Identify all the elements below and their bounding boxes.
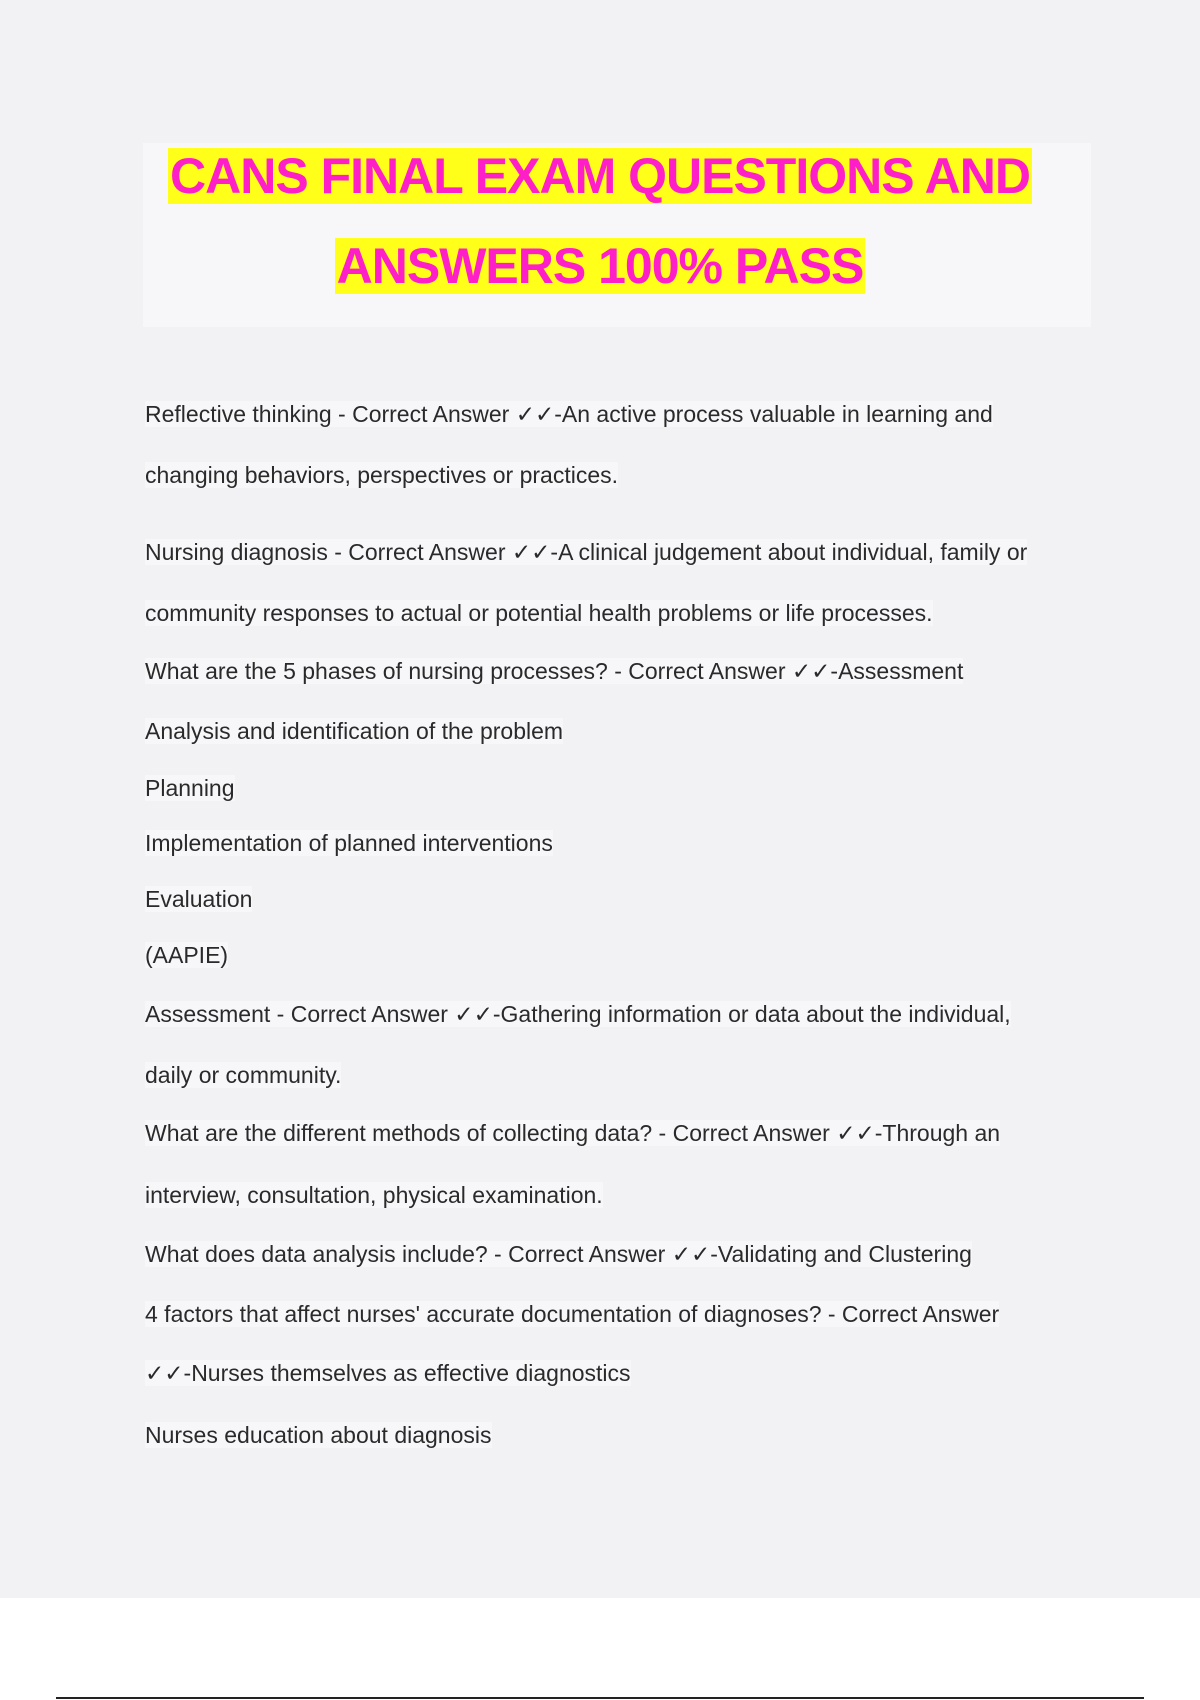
text-line: Nursing diagnosis - Correct Answer ✓✓-A clinical judgement about individual, family or	[145, 539, 1028, 565]
text-line: 4 factors that affect nurses' accurate documentation of diagnoses? - Correct Answer	[145, 1301, 1000, 1327]
text-line: Planning	[145, 775, 235, 801]
text-line: changing behaviors, perspectives or practices.	[145, 462, 619, 488]
text-line: Analysis and identification of the problem	[145, 718, 564, 744]
text-line: Assessment - Correct Answer ✓✓-Gathering information or data about the individual,	[145, 1001, 1011, 1027]
text-line: Evaluation	[145, 886, 253, 912]
text-line: ✓✓-Nurses themselves as effective diagnostics	[145, 1360, 631, 1386]
text-line: What are the 5 phases of nursing processes? - Correct Answer ✓✓-Assessment	[145, 658, 964, 684]
text-line: Reflective thinking - Correct Answer ✓✓-An active process valuable in learning and	[145, 401, 993, 427]
text-line: Nurses education about diagnosis	[145, 1422, 492, 1448]
text-line: (AAPIE)	[145, 942, 229, 968]
text-line: daily or community.	[145, 1062, 342, 1088]
footer-rule	[56, 1697, 1144, 1699]
page-title-line-2	[0, 235, 1200, 297]
text-line: interview, consultation, physical examination.	[145, 1182, 603, 1208]
page-title-line-1	[0, 145, 1200, 207]
text-line: What does data analysis include? - Correct Answer ✓✓-Validating and Clustering	[145, 1241, 972, 1267]
text-line: community responses to actual or potential health problems or life processes.	[145, 600, 933, 626]
text-line: Implementation of planned interventions	[145, 830, 553, 856]
title-text-1: CANS FINAL EXAM QUESTIONS AND	[170, 148, 1030, 204]
title-text-2: ANSWERS 100% PASS	[336, 238, 864, 294]
text-line: What are the different methods of collecting data? - Correct Answer ✓✓-Through an	[145, 1120, 1001, 1146]
